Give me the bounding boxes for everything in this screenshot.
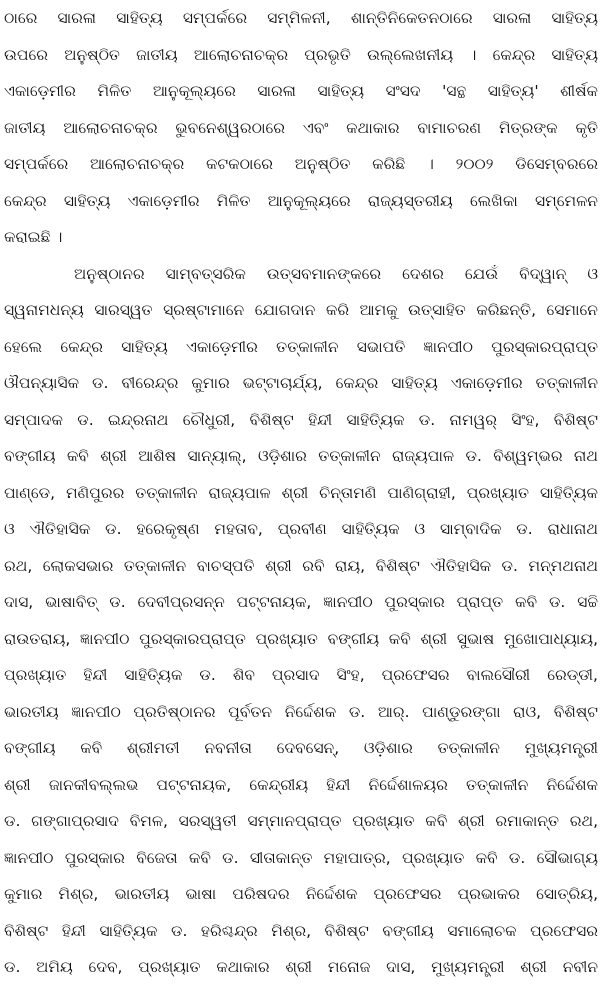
text-line: ପାଣ୍ଡେ, ମଣିପୁରର ତତ୍କାଳୀନ ରାଜ୍ୟପାଳ ଶ୍ରୀ ଚିନ୍ତାମଣି ପାଣିଗ୍ରାହୀ, ପ୍ରଖ୍ୟାତ ସାହିତ୍ୟିକ [4,483,598,502]
text-line: ପ୍ରଖ୍ୟାତ ହିନ୍ଦୀ ସାହିତ୍ୟିକ ଡ. ଶିବ ପ୍ରସାଦ ସିଂହ, ପ୍ରଫେସର ବାଲସୌରୀ ରେଡ୍ଡୀ, [4,666,598,684]
text-line: ଡ. ଗଙ୍ଗାପ୍ରସାଦ ବିମଳ, ସରସ୍ୱତୀ ସମ୍ମାନପ୍ରାପ୍ତ ପ୍ରଖ୍ୟାତ କବି ଶ୍ରୀ ରମାକାନ୍ତ ରଥ, [4,812,598,830]
text-line: ଓ ଐତିହାସିକ ଡ. ହରେକୃଷ୍ଣ ମହତାବ, ପ୍ରବୀଣ ସାହିତ୍ୟିକ ଓ ସାମ୍ବାଦିକ ଡ. ରାଧାନାଥ [4,520,598,538]
text-line: ବଙ୍ଗୀୟ କବି ଶ୍ରୀ ଆଶିଷ ସାନ୍ୟାଲ୍, ଓଡ଼ିଶାର ତତ୍କାଳୀନ ରାଜ୍ୟପାଳ ଡ. ବିଶ୍ୱମ୍ଭର ନାଥ [4,447,598,465]
text-line: ଉପରେ ଅନୁଷ୍ଠିତ ଜାତୀୟ ଆଲୋଚନାଚକ୍ର ପ୍ରଭୃତି ଉଲ୍ଲେଖନୀୟ । କେନ୍ଦ୍ର ସାହିତ୍ୟ [4,45,598,64]
text-line: ଭାରତୀୟ ଜ୍ଞାନପୀଠ ପ୍ରତିଷ୍ଠାନର ପୂର୍ବତନ ନିର୍ଦ୍ଦେଶକ ଡ. ଆର୍. ପାଣ୍ଡୁରଙ୍ଗା ରାଓ, ବିଶିଷ୍ଟ [4,702,598,721]
text-line: କେନ୍ଦ୍ର ସାହିତ୍ୟ ଏକାଡ଼େମୀର ମିଳିତ ଆନୁକୂଲ୍ୟରେ ରାଜ୍ୟସ୍ତରୀୟ ଲେଖିକା ସମ୍ମେଳନ [4,191,598,210]
text-line: ବିଶିଷ୍ଟ ହିନ୍ଦୀ ସାହିତ୍ୟିକ ଡ. ହରିଶ୍ଚନ୍ଦ୍ର ମିଶ୍ର, ବିଶିଷ୍ଟ ବଙ୍ଗୀୟ ସମାଲୋଚକ ପ୍ରଫେସର [4,921,598,940]
text-line: ସମ୍ପାଦକ ଡ. ଇନ୍ଦ୍ରନାଥ ଚୌଧୁରୀ, ବିଶିଷ୍ଟ ହିନ୍ଦୀ ସାହିତ୍ୟିକ ଡ. ନାମୱର୍ ସିଂହ, ବିଶିଷ୍ଟ [4,410,598,429]
text-line: ବଙ୍ଗୀୟ କବି ଶ୍ରୀମତୀ ନବନୀତା ଦେବସେନ୍, ଓଡ଼ିଶାର ତତ୍କାଳୀନ ମୁଖ୍ୟମନ୍ତ୍ରୀ [4,739,598,757]
text-line: ଜାତୀୟ ଆଲୋଚନାଚକ୍ର ଭୁବନେଶ୍ୱରଠାରେ ଏବଂ କଥାକାର ବାମାଚରଣ ମିତ୍ରଙ୍କ କୃତି [4,118,598,137]
text-line: ଅନୁଷ୍ଠାନର ସାମ୍ବତ୍ସରିକ ଉତ୍ସବମାନଙ୍କରେ ଦେଶର ଯେଉଁ ବିଦ୍ୱାନ୍ ଓ [74,264,598,283]
text-line: ଦାସ, ଭାଷାବିତ୍ ଡ. ଦେବୀପ୍ରସନ୍ନ ପଟ୍ଟନାୟକ, ଜ୍ଞାନପୀଠ ପୁରସ୍କାର ପ୍ରାପ୍ତ କବି ଡ. ସଚ୍ଚି [4,593,598,611]
text-line: ଡ. ଅମିୟ ଦେବ, ପ୍ରଖ୍ୟାତ କଥାକାର ଶ୍ରୀ ମନୋଜ ଦାସ, ମୁଖ୍ୟମନ୍ତ୍ରୀ ଶ୍ରୀ ନବୀନ [4,958,598,976]
text-line: ଏକାଡ଼େମୀର ମିଳିତ ଆନୁକୂଲ୍ୟରେ ସାରଳା ସାହିତ୍ୟ ସଂସଦ 'ସନ୍ଥ ସାହିତ୍ୟ' ଶୀର୍ଷକ [4,82,598,100]
text-line: ସ୍ୱନାମଧନ୍ୟ ସାରସ୍ୱତ ସ୍ରଷ୍ଟାମାନେ ଯୋଗଦାନ କରି ଆମକୁ ଉତ୍ସାହିତ କରିଛନ୍ତି, ସେମାନେ [4,301,598,319]
text-line: ରଥ, ଲୋକସଭାର ତତ୍କାଳୀନ ବାଚସ୍ପତି ଶ୍ରୀ ରବି ରାୟ, ବିଶିଷ୍ଟ ଐତିହାସିକ ଡ. ମନ୍ମଥନାଥ [4,556,598,575]
text-line: ଔପନ୍ୟାସିକ ଡ. ବୀରେନ୍ଦ୍ର କୁମାର ଭଟ୍ଟାଚାର୍ଯ୍ୟ, କେନ୍ଦ୍ର ସାହିତ୍ୟ ଏକାଡ଼େମୀର ତତ୍କାଳୀନ [4,374,598,392]
text-line: ଶ୍ରୀ ଜାନକୀବଲ୍ଲଭ ପଟ୍ଟନାୟକ, କେନ୍ଦ୍ରୀୟ ହିନ୍ଦୀ ନିର୍ଦ୍ଦେଶାଳୟର ତତ୍କାଳୀନ ନିର୍ଦ୍ଦେଶକ [4,775,598,794]
text-line: ଜ୍ଞାନପୀଠ ପୁରସ୍କାର ବିଜେତା କବି ଡ. ସୀତାକାନ୍ତ ମହାପାତ୍ର, ପ୍ରଖ୍ୟାତ କବି ଡ. ସୌଭାଗ୍ୟ [4,848,598,867]
paragraph-2 [4,256,598,986]
text-line: କୁମାର ମିଶ୍ର, ଭାରତୀୟ ଭାଷା ପରିଷଦର ନିର୍ଦ୍ଦେଶକ ପ୍ରଫେସର ପ୍ରଭାକର ସୋତ୍ରିୟ, [4,885,598,903]
text-line: କରାଇଛି । [4,228,63,246]
text-line: ରାଉତରାୟ, ଜ୍ଞାନପୀଠ ପୁରସ୍କାରପ୍ରାପ୍ତ ପ୍ରଖ୍ୟାତ ବଙ୍ଗୀୟ କବି ଶ୍ରୀ ସୁଭାଷ ମୁଖୋପାଧ୍ୟାୟ, [4,629,598,648]
text-line: ହେଲେ କେନ୍ଦ୍ର ସାହିତ୍ୟ ଏକାଡ଼େମୀର ତତ୍କାଳୀନ ସଭାପତି ଜ୍ଞାନପୀଠ ପୁରସ୍କାରପ୍ରାପ୍ତ [4,337,598,356]
paragraph-1 [4,0,598,256]
text-line: ସମ୍ପର୍କରେ ଆଲୋଚନାଚକ୍ର କଟକଠାରେ ଅନୁଷ୍ଠିତ କରିଛି । ୨୦୦୨ ଡିସେମ୍ବରରେ [4,155,598,173]
text-line: ଠାରେ ସାରଳା ସାହିତ୍ୟ ସମ୍ପର୍କରେ ସମ୍ମିଳନୀ, ଶାନ୍ତିନିକେତନଠାରେ ସାରଳା ସାହିତ୍ୟ [4,9,598,27]
